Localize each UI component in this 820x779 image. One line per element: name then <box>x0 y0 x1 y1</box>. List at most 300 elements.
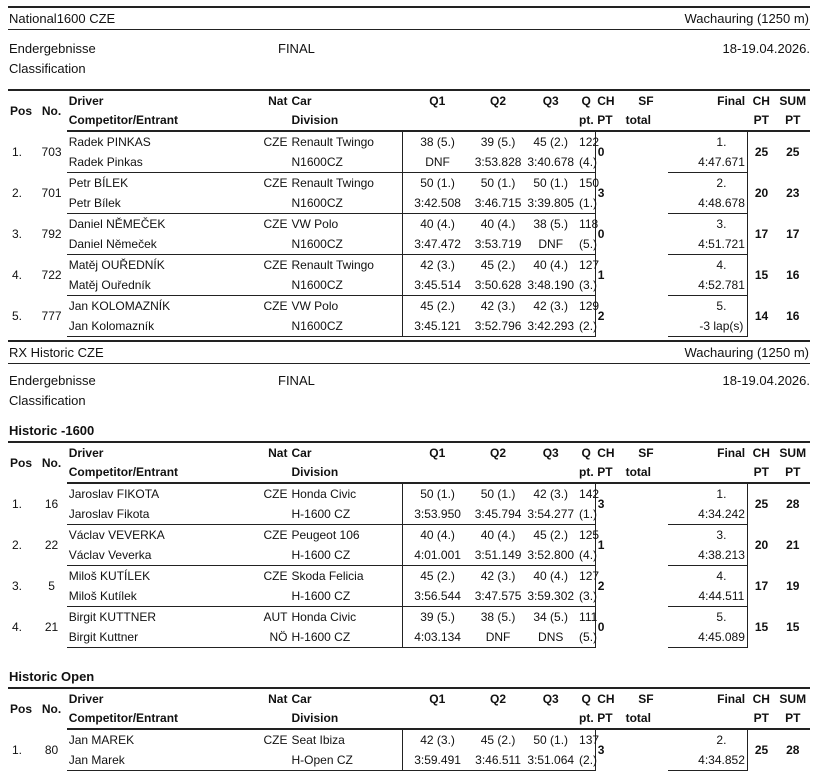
entrant-name: Petr Bílek <box>67 193 249 214</box>
col-sum: SUM <box>775 688 810 709</box>
table-row-detail <box>8 504 810 525</box>
position: 2. <box>12 185 23 200</box>
q3-points: 42 (3.) <box>533 298 569 313</box>
q3-points: 45 (2.) <box>533 527 569 542</box>
col-final: Final <box>668 688 747 709</box>
final-time: 4:44.511 <box>668 586 747 607</box>
q2-time: 3:52.796 <box>472 316 525 337</box>
col-sum: SUM <box>775 90 810 111</box>
ch-points: 1 <box>595 254 623 295</box>
final-ch-points: 25 <box>747 483 775 524</box>
col-ch: CH <box>595 688 623 709</box>
final-position: 3. <box>716 527 727 542</box>
final-time: 4:38.213 <box>668 545 747 566</box>
col-entrant: Competitor/Entrant <box>67 111 249 132</box>
car-number: 701 <box>41 185 62 200</box>
ch-points: 0 <box>595 131 623 172</box>
q-points-total: 122 <box>579 134 600 149</box>
q2-points: 42 (3.) <box>480 568 516 583</box>
table-row <box>8 606 810 627</box>
nationality: CZE <box>263 134 288 149</box>
q1-time: 4:03.134 <box>403 627 472 648</box>
q1-time: 3:47.472 <box>403 234 472 255</box>
col-q2: Q2 <box>472 90 525 111</box>
final-position: 4. <box>716 257 727 272</box>
col-no: No. <box>36 688 66 729</box>
ch-points: 2 <box>595 295 623 336</box>
nationality: CZE <box>263 568 288 583</box>
q3-time: DNF <box>524 234 577 255</box>
q-position: (4.) <box>577 152 595 173</box>
position: 1. <box>12 742 23 757</box>
col-final: Final <box>668 442 747 463</box>
table-row-detail <box>8 234 810 255</box>
col-sftotal: total <box>624 463 669 484</box>
nationality: CZE <box>263 732 288 747</box>
division: N1600CZ <box>289 234 402 255</box>
entrant-name: Miloš Kutílek <box>67 586 249 607</box>
car-model: Seat Ibiza <box>291 732 345 747</box>
sum-points: 16 <box>786 308 800 323</box>
q-points-total: 142 <box>579 486 600 501</box>
sum-points: 16 <box>786 267 800 282</box>
final-time: -3 lap(s) <box>668 316 747 337</box>
q-position: (2.) <box>577 750 595 771</box>
entrant-name: Jan Kolomazník <box>67 316 249 337</box>
col-car: Car <box>289 688 402 709</box>
col-driver: Driver <box>67 442 249 463</box>
final-position: 3. <box>716 216 727 231</box>
nationality: CZE <box>263 216 288 231</box>
table-row-detail <box>8 152 810 173</box>
q3-points: 50 (1.) <box>533 175 569 190</box>
col-q3: Q3 <box>524 688 577 709</box>
col-q: Q <box>577 442 595 463</box>
track-name: Wachauring (1250 m) <box>684 11 809 26</box>
col-pt: pt. <box>577 111 595 132</box>
col-ch2pt: PT <box>747 709 775 730</box>
ch-points: 1 <box>595 524 623 565</box>
col-division: Division <box>289 709 402 730</box>
col-q2: Q2 <box>472 688 525 709</box>
q3-time: 3:52.800 <box>524 545 577 566</box>
final-ch-points: 25 <box>747 729 775 770</box>
q2-time: 3:47.575 <box>472 586 525 607</box>
col-nat: Nat <box>249 688 290 709</box>
col-sum: SUM <box>775 442 810 463</box>
col-nat: Nat <box>249 90 290 111</box>
q1-points: 50 (1.) <box>403 483 472 504</box>
nationality: CZE <box>263 175 288 190</box>
final-ch-points: 15 <box>747 254 775 295</box>
q-points-total: 125 <box>579 527 600 542</box>
results-table-national1600 <box>8 89 810 337</box>
col-sf: SF <box>624 688 669 709</box>
q1-time: 3:45.121 <box>403 316 472 337</box>
col-sumpt: PT <box>775 111 810 132</box>
series-name: National1600 CZE <box>9 11 116 26</box>
col-pos: Pos <box>8 688 36 729</box>
q2-points: 38 (5.) <box>480 609 516 624</box>
table-row-detail <box>8 545 810 566</box>
col-pos: Pos <box>8 442 36 483</box>
col-pt: pt. <box>577 463 595 484</box>
col-ch2: CH <box>747 442 775 463</box>
header-row <box>8 90 810 111</box>
position: 4. <box>12 619 23 634</box>
track-name: Wachauring (1250 m) <box>684 345 809 360</box>
col-sftotal: total <box>624 111 669 132</box>
division: N1600CZ <box>289 152 402 173</box>
final-time: 4:47.671 <box>668 152 747 173</box>
col-q3: Q3 <box>524 90 577 111</box>
position: 4. <box>12 267 23 282</box>
category-title: Historic Open <box>9 669 95 684</box>
nationality: CZE <box>263 257 288 272</box>
col-ch2: CH <box>747 90 775 111</box>
q2-time: 3:46.715 <box>472 193 525 214</box>
q1-time: 3:56.544 <box>403 586 472 607</box>
title-de: Endergebnisse <box>9 373 96 388</box>
nationality-region <box>249 750 290 771</box>
final-position: 2. <box>716 732 727 747</box>
sum-points: 17 <box>786 226 800 241</box>
final-time: 4:48.678 <box>668 193 747 214</box>
ch-points: 0 <box>595 213 623 254</box>
col-sf: SF <box>624 90 669 111</box>
col-ch2: CH <box>747 688 775 709</box>
position: 1. <box>12 496 23 511</box>
col-driver: Driver <box>67 90 249 111</box>
q-position: (2.) <box>577 316 595 337</box>
driver-name: Daniel NĚMEČEK <box>68 216 166 231</box>
final-time: 4:34.852 <box>668 750 747 771</box>
position: 5. <box>12 308 23 323</box>
nationality-region: NÖ <box>249 627 290 648</box>
q3-points: 50 (1.) <box>533 732 569 747</box>
col-no: No. <box>36 90 66 131</box>
q3-time: 3:54.277 <box>524 504 577 525</box>
q1-points: 45 (2.) <box>403 295 472 316</box>
car-number: 792 <box>41 226 62 241</box>
sum-points: 23 <box>786 185 800 200</box>
final-position: 1. <box>716 134 727 149</box>
q-position: (5.) <box>577 627 595 648</box>
col-final: Final <box>668 90 747 111</box>
col-ch: CH <box>595 90 623 111</box>
header-row-2 <box>8 111 810 132</box>
car-model: VW Polo <box>291 298 339 313</box>
q1-time: 3:53.950 <box>403 504 472 525</box>
driver-name: Birgit KUTTNER <box>68 609 157 624</box>
division: N1600CZ <box>289 275 402 296</box>
header-row-2 <box>8 463 810 484</box>
driver-name: Václav VEVERKA <box>68 527 165 542</box>
col-pos: Pos <box>8 90 36 131</box>
q2-points: 42 (3.) <box>480 298 516 313</box>
results-table-historic-1600 <box>8 441 810 648</box>
table-row-detail <box>8 193 810 214</box>
q3-points: 40 (4.) <box>533 568 569 583</box>
division: H-1600 CZ <box>289 545 402 566</box>
q2-points: 50 (1.) <box>480 175 516 190</box>
car-model: Renault Twingo <box>291 257 374 272</box>
final-time: 4:52.781 <box>668 275 747 296</box>
nationality-region <box>249 152 290 173</box>
title-en: Classification <box>9 393 86 408</box>
entrant-name: Birgit Kuttner <box>67 627 249 648</box>
driver-name: Radek PINKAS <box>68 134 151 149</box>
stage-label: FINAL <box>278 373 315 388</box>
ch-points: 2 <box>595 565 623 606</box>
q-points-total: 127 <box>579 257 600 272</box>
driver-name: Jaroslav FIKOTA <box>68 486 160 501</box>
col-ch: CH <box>595 442 623 463</box>
q3-time: 3:51.064 <box>524 750 577 771</box>
entrant-name: Jan Marek <box>67 750 249 771</box>
q1-points: 40 (4.) <box>403 213 472 234</box>
q1-points: 42 (3.) <box>403 729 472 750</box>
ch-points: 3 <box>595 172 623 213</box>
table-row-detail <box>8 316 810 337</box>
sum-points: 15 <box>786 619 800 634</box>
q2-points: 50 (1.) <box>480 486 516 501</box>
col-driver: Driver <box>67 688 249 709</box>
q-points-total: 129 <box>579 298 600 313</box>
q3-time: 3:40.678 <box>524 152 577 173</box>
q2-points: 40 (4.) <box>480 527 516 542</box>
q1-time: 3:45.514 <box>403 275 472 296</box>
col-sf: SF <box>624 442 669 463</box>
col-entrant: Competitor/Entrant <box>67 463 249 484</box>
car-number: 722 <box>41 267 62 282</box>
q1-time: DNF <box>403 152 472 173</box>
nationality: AUT <box>263 609 288 624</box>
col-sumpt: PT <box>775 463 810 484</box>
q2-points: 45 (2.) <box>480 257 516 272</box>
col-q: Q <box>577 688 595 709</box>
entrant-name: Jaroslav Fikota <box>67 504 249 525</box>
nationality-region <box>249 316 290 337</box>
table-row <box>8 254 810 275</box>
title-en: Classification <box>9 61 86 76</box>
table-row-detail <box>8 750 810 771</box>
q2-time: 3:53.828 <box>472 152 525 173</box>
table-row <box>8 565 810 586</box>
q2-time: DNF <box>472 627 525 648</box>
driver-name: Jan KOLOMAZNÍK <box>68 298 171 313</box>
sum-points: 21 <box>786 537 800 552</box>
final-ch-points: 15 <box>747 606 775 647</box>
division: H-1600 CZ <box>289 586 402 607</box>
car-model: Honda Civic <box>291 609 357 624</box>
q2-time: 3:50.628 <box>472 275 525 296</box>
section-header-national1600 <box>8 6 810 30</box>
nationality-region <box>249 234 290 255</box>
q3-time: 3:39.805 <box>524 193 577 214</box>
col-nat: Nat <box>249 442 290 463</box>
q-position: (3.) <box>577 275 595 296</box>
header-row <box>8 688 810 709</box>
col-q1: Q1 <box>403 688 472 709</box>
division: N1600CZ <box>289 316 402 337</box>
q-position: (1.) <box>577 504 595 525</box>
division: H-Open CZ <box>289 750 402 771</box>
entrant-name: Daniel Němeček <box>67 234 249 255</box>
driver-name: Petr BÍLEK <box>68 175 129 190</box>
table-row <box>8 213 810 234</box>
col-division: Division <box>289 111 402 132</box>
final-ch-points: 17 <box>747 565 775 606</box>
car-model: Honda Civic <box>291 486 357 501</box>
nationality-region <box>249 586 290 607</box>
q1-points: 40 (4.) <box>403 524 472 545</box>
col-ch2pt: PT <box>747 463 775 484</box>
q2-time: 3:51.149 <box>472 545 525 566</box>
nationality-region <box>249 504 290 525</box>
q1-time: 3:59.491 <box>403 750 472 771</box>
entrant-name: Matěj Ouředník <box>67 275 249 296</box>
final-ch-points: 17 <box>747 213 775 254</box>
final-position: 1. <box>716 486 727 501</box>
final-position: 4. <box>716 568 727 583</box>
col-sumpt: PT <box>775 709 810 730</box>
q-position: (3.) <box>577 586 595 607</box>
event-date: 18-19.04.2026. <box>722 41 810 56</box>
ch-points: 3 <box>595 729 623 770</box>
q3-time: 3:59.302 <box>524 586 577 607</box>
stage-label: FINAL <box>278 41 315 56</box>
table-row-detail <box>8 586 810 607</box>
final-ch-points: 20 <box>747 172 775 213</box>
q1-points: 45 (2.) <box>403 565 472 586</box>
car-number: 5 <box>48 578 55 593</box>
header-row <box>8 442 810 463</box>
division: H-1600 CZ <box>289 627 402 648</box>
q3-time: 3:42.293 <box>524 316 577 337</box>
q-points-total: 111 <box>579 609 598 624</box>
q2-time: 3:46.511 <box>472 750 525 771</box>
table-row <box>8 295 810 316</box>
q3-points: 40 (4.) <box>533 257 569 272</box>
col-entrant: Competitor/Entrant <box>67 709 249 730</box>
final-position: 5. <box>716 609 727 624</box>
col-q2: Q2 <box>472 442 525 463</box>
final-time: 4:34.242 <box>668 504 747 525</box>
car-number: 22 <box>44 537 59 552</box>
q2-time: 3:45.794 <box>472 504 525 525</box>
col-ch2pt: PT <box>747 111 775 132</box>
car-number: 16 <box>44 496 59 511</box>
q3-time: DNS <box>524 627 577 648</box>
col-car: Car <box>289 90 402 111</box>
ch-points: 3 <box>595 483 623 524</box>
car-number: 21 <box>44 619 59 634</box>
driver-name: Matěj OUŘEDNÍK <box>68 257 165 272</box>
q1-time: 3:42.508 <box>403 193 472 214</box>
results-table-historic-open <box>8 687 810 771</box>
table-row <box>8 483 810 504</box>
q-position: (4.) <box>577 545 595 566</box>
ch-points: 0 <box>595 606 623 647</box>
nationality-region <box>249 193 290 214</box>
col-sftotal: total <box>624 709 669 730</box>
nationality: CZE <box>263 298 288 313</box>
section-header-rx-historic <box>8 340 810 364</box>
col-q1: Q1 <box>403 90 472 111</box>
col-pt: pt. <box>577 709 595 730</box>
sum-points: 28 <box>786 743 800 757</box>
sum-points: 28 <box>786 497 800 511</box>
category-title: Historic -1600 <box>9 423 95 438</box>
q1-time: 4:01.001 <box>403 545 472 566</box>
table-row <box>8 172 810 193</box>
q1-points: 50 (1.) <box>403 172 472 193</box>
final-time: 4:45.089 <box>668 627 747 648</box>
division: H-1600 CZ <box>289 504 402 525</box>
q2-points: 45 (2.) <box>480 732 516 747</box>
col-chpt: PT <box>595 111 623 132</box>
car-model: Renault Twingo <box>291 134 374 149</box>
final-ch-points: 14 <box>747 295 775 336</box>
col-chpt: PT <box>595 463 623 484</box>
q-position: (1.) <box>577 193 595 214</box>
car-model: Skoda Felicia <box>291 568 364 583</box>
q-points-total: 150 <box>579 175 600 190</box>
table-row-detail <box>8 275 810 296</box>
col-q: Q <box>577 90 595 111</box>
sum-points: 25 <box>786 145 800 159</box>
col-car: Car <box>289 442 402 463</box>
nationality-region <box>249 545 290 566</box>
table-row <box>8 131 810 152</box>
q-points-total: 127 <box>579 568 600 583</box>
final-ch-points: 20 <box>747 524 775 565</box>
col-q3: Q3 <box>524 442 577 463</box>
col-chpt: PT <box>595 709 623 730</box>
nationality-region <box>249 275 290 296</box>
table-row-detail <box>8 627 810 648</box>
col-division: Division <box>289 463 402 484</box>
car-number: 777 <box>41 308 62 323</box>
q3-points: 42 (3.) <box>533 486 569 501</box>
table-row <box>8 524 810 545</box>
series-name: RX Historic CZE <box>9 345 104 360</box>
col-q1: Q1 <box>403 442 472 463</box>
final-position: 5. <box>716 298 727 313</box>
q1-points: 42 (3.) <box>403 254 472 275</box>
position: 2. <box>12 537 23 552</box>
final-ch-points: 25 <box>747 131 775 172</box>
header-row-2 <box>8 709 810 730</box>
car-model: Peugeot 106 <box>291 527 360 542</box>
col-no: No. <box>36 442 66 483</box>
q2-time: 3:53.719 <box>472 234 525 255</box>
q3-points: 45 (2.) <box>533 134 569 149</box>
nationality: CZE <box>263 486 288 501</box>
table-row <box>8 729 810 750</box>
q-points-total: 137 <box>579 732 600 747</box>
q-points-total: 118 <box>579 216 599 231</box>
q3-points: 38 (5.) <box>533 216 569 231</box>
event-date: 18-19.04.2026. <box>722 373 810 388</box>
q3-time: 3:48.190 <box>524 275 577 296</box>
division: N1600CZ <box>289 193 402 214</box>
car-model: VW Polo <box>291 216 339 231</box>
position: 3. <box>12 226 23 241</box>
q-position: (5.) <box>577 234 595 255</box>
q1-points: 39 (5.) <box>403 606 472 627</box>
